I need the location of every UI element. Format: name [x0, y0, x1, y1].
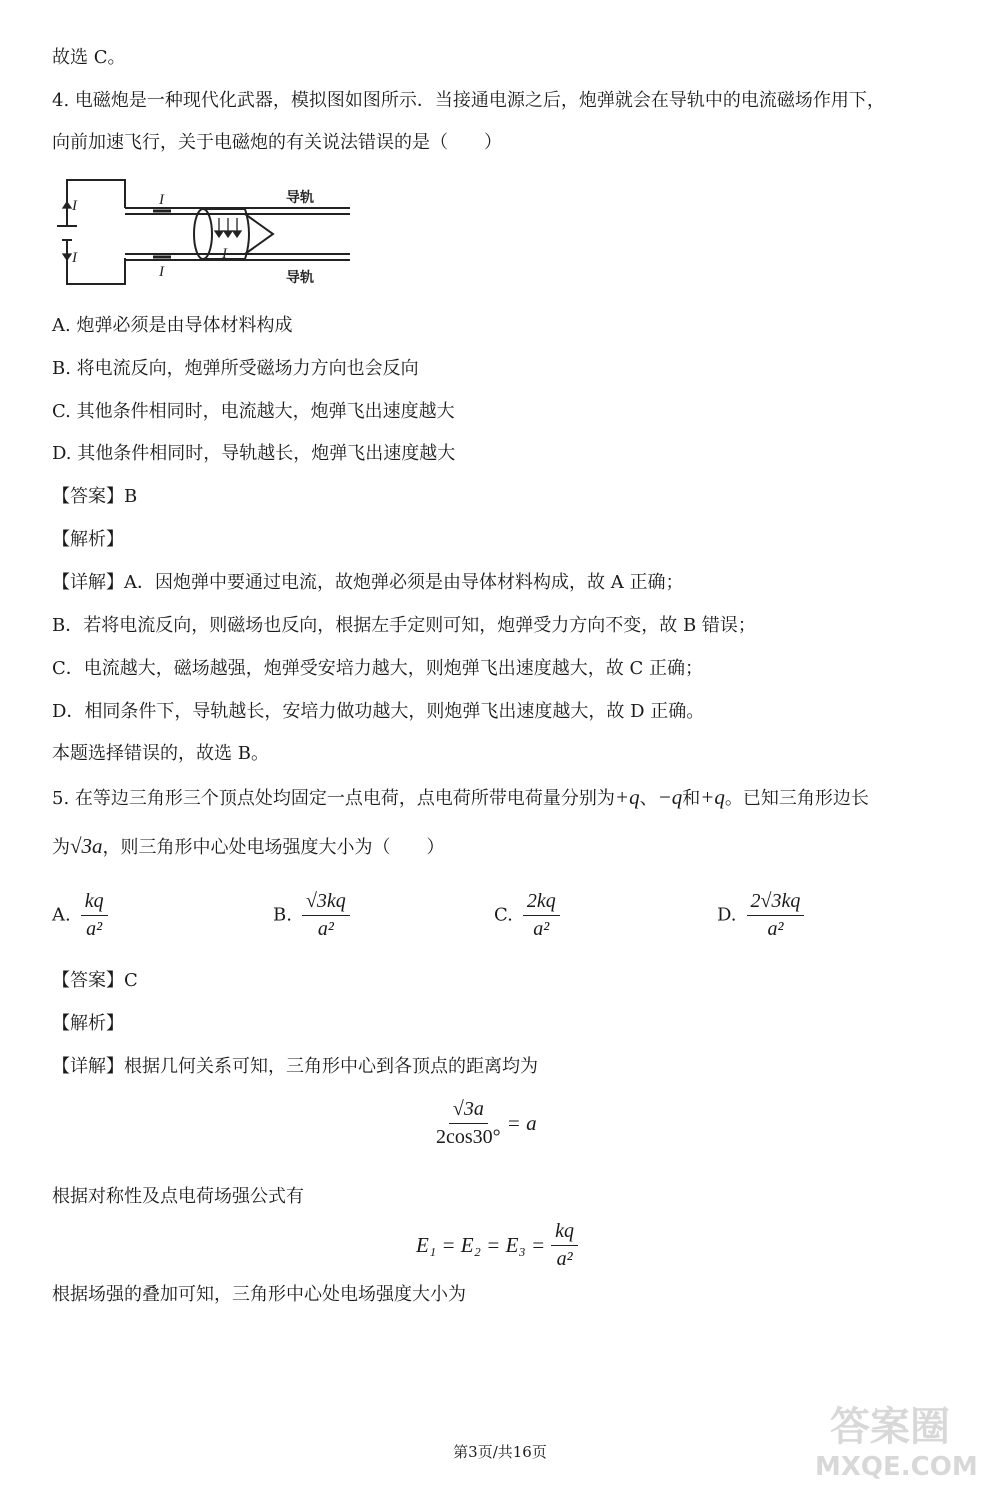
q4-option-c: C. 其他条件相同时，电流越大，炮弹飞出速度越大 — [52, 401, 455, 422]
q4-option-b: B. 将电流反向，炮弹所受磁场力方向也会反向 — [52, 358, 419, 379]
q5-text-3: 根据场强的叠加可知，三角形中心处电场强度大小为 — [52, 1284, 466, 1305]
q4-answer: 【答案】B — [52, 486, 138, 507]
current-label-left-top: I — [72, 198, 77, 214]
q5-detail-1: 【详解】根据几何关系可知，三角形中心到各顶点的距离均为 — [52, 1056, 538, 1077]
q5-answer: 【答案】C — [52, 970, 138, 991]
q4-analysis-heading: 【解析】 — [52, 529, 124, 550]
previous-answer-tail: 故选 C。 — [52, 47, 126, 68]
q5-analysis-heading: 【解析】 — [52, 1013, 124, 1034]
rail-label-bottom: 导轨 — [286, 270, 314, 286]
watermark-url: MXQE.COM — [815, 1452, 978, 1482]
q4-detail-a: 【详解】A．因炮弹中要通过电流，故炮弹必须是由导体材料构成，故 A 正确； — [52, 572, 684, 593]
q5-option-a: A. $\frac{kq}{\text{a²}}$ — [52, 890, 108, 941]
charge-1: +q — [614, 785, 640, 809]
current-label-rail-top: I — [159, 192, 164, 208]
charge-2: −q — [657, 785, 683, 809]
equation-distance: $\frac{√3a}{2\cos 30^\circ}$ = a — [436, 1098, 537, 1148]
current-label-rail-bottom: I — [159, 264, 164, 280]
q4-stem-line2: 向前加速飞行，关于电磁炮的有关说法错误的是（ ） — [52, 132, 502, 153]
q4-detail-d: D．相同条件下，导轨越长，安培力做功越大，则炮弹飞出速度越大，故 D 正确。 — [52, 701, 705, 722]
charge-3: +q — [700, 785, 725, 809]
q5-stem-line2: 为√3a，则三角形中心处电场强度大小为（ ） — [52, 834, 445, 858]
q4-option-d: D. 其他条件相同时，导轨越长，炮弹飞出速度越大 — [52, 443, 456, 464]
railgun-diagram — [55, 178, 355, 288]
q5-option-b: B. $\frac{√3kq}{\text{a²}}$ — [273, 890, 350, 941]
q4-stem-line1: 4. 电磁炮是一种现代化武器，模拟图如图所示．当接通电源之后，炮弹就会在导轨中的电流磁场作用下， — [52, 90, 885, 111]
q5-option-d: D. $\frac{2√3kq}{\text{a²}}$ — [717, 890, 804, 941]
current-label-projectile: I — [222, 246, 227, 262]
q5-text-2: 根据对称性及点电荷场强公式有 — [52, 1186, 304, 1207]
watermark-logo: 答案圈 — [830, 1404, 950, 1450]
q4-detail-b: B．若将电流反向，则磁场也反向，根据左手定则可知，炮弹受力方向不变，故 B 错误； — [52, 615, 756, 636]
q4-conclusion: 本题选择错误的，故选 B。 — [52, 743, 269, 764]
side-length: √3a — [70, 834, 103, 858]
equation-field-strength: E₁ = E₂ = E₃ = $\frac{kq}{\text{a²}}$ — [416, 1220, 578, 1271]
q5-option-c: C. $\frac{2kq}{\text{a²}}$ — [494, 890, 560, 941]
q4-detail-c: C．电流越大，磁场越强，炮弹受安培力越大，则炮弹飞出速度越大，故 C 正确； — [52, 658, 703, 679]
current-label-left-bottom: I — [72, 250, 77, 266]
q5-stem-line1: 5. 在等边三角形三个顶点处均固定一点电荷，点电荷所带电荷量分别为+q、−q和+q。已知三角形边长 — [52, 785, 869, 809]
q4-option-a: A. 炮弹必须是由导体材料构成 — [52, 315, 293, 336]
rail-label-top: 导轨 — [286, 190, 314, 206]
page-number: 第3页/共16页 — [453, 1443, 547, 1461]
